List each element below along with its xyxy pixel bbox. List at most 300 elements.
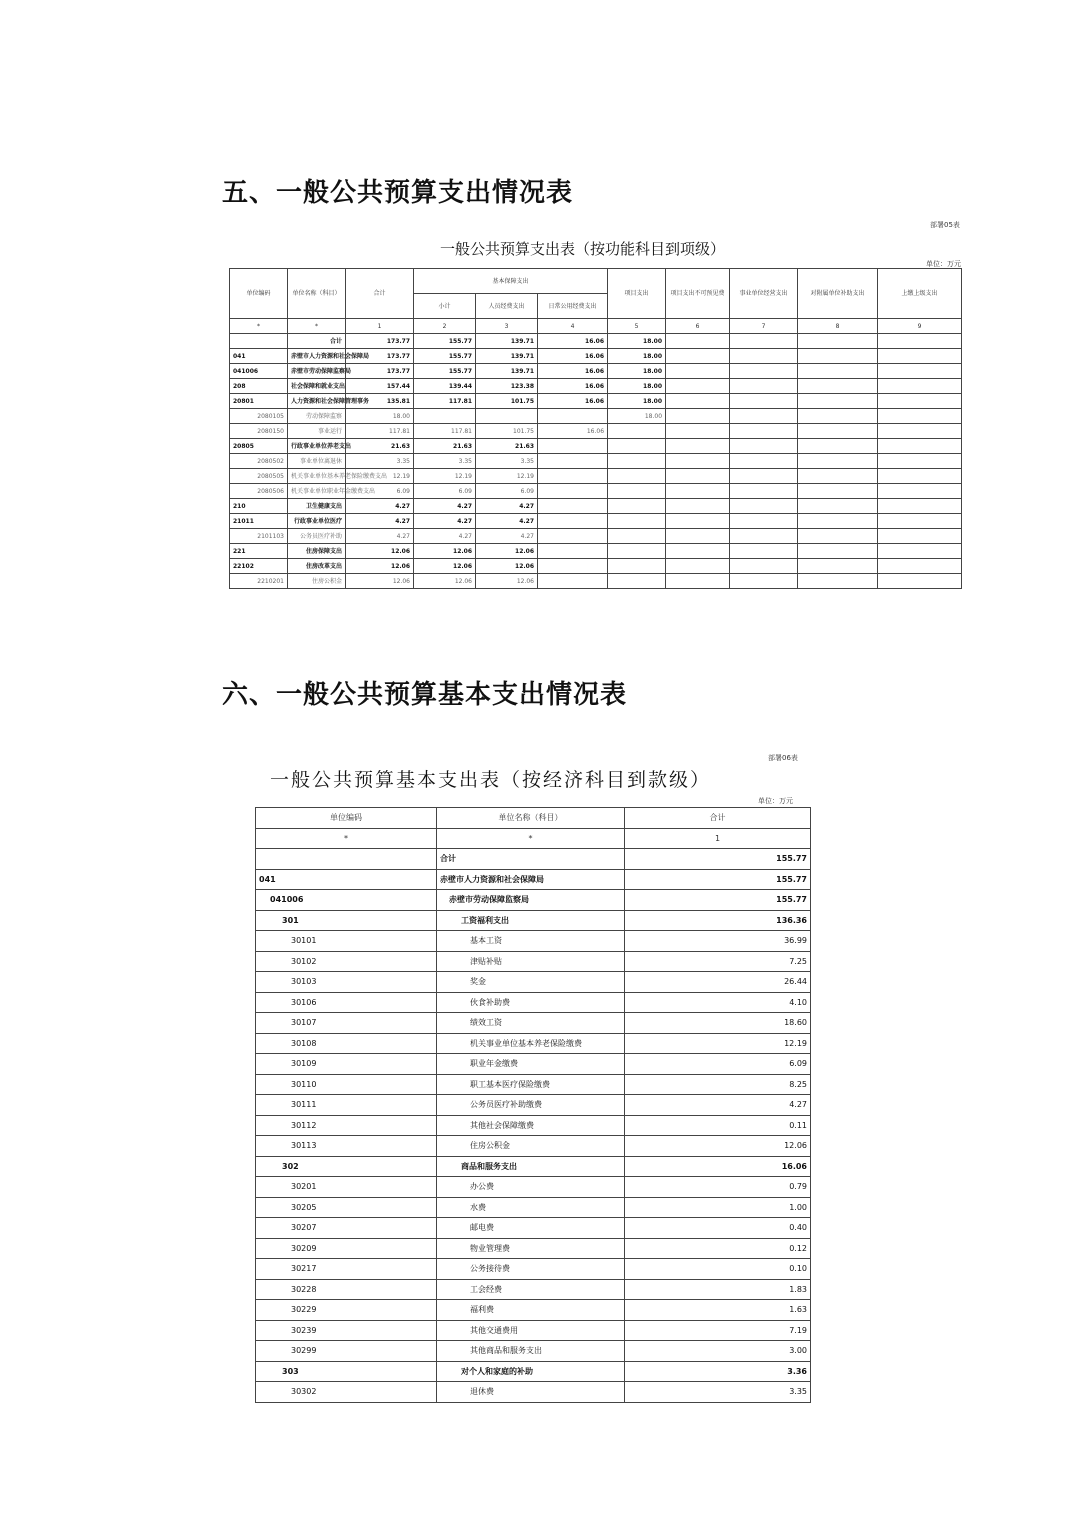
value-cell: 6.09 [414,484,476,499]
code-cell: 30109 [256,1054,437,1075]
table-row [256,1074,811,1095]
value-cell: 1.00 [625,1197,811,1218]
header-public: 日常公用经费支出 [538,294,608,319]
empty-cell [878,499,962,514]
code-cell: 30302 [256,1382,437,1403]
index-cell: 1 [346,319,414,334]
empty-cell [730,364,798,379]
empty-cell [878,334,962,349]
value-cell: 4.27 [346,514,414,529]
name-cell: 社会保障和就业支出 [288,379,346,394]
value-cell: 139.71 [476,334,538,349]
value-cell: 18.00 [608,394,666,409]
name-cell: 住房保障支出 [288,544,346,559]
empty-cell [730,439,798,454]
code-cell: 2080502 [230,454,288,469]
function-expenditure-table [229,268,962,589]
empty-cell [798,469,878,484]
value-cell [538,529,608,544]
name-cell: 公务员医疗补助 [288,529,346,544]
value-cell [608,424,666,439]
value-cell: 155.77 [414,334,476,349]
value-cell: 4.27 [476,529,538,544]
header-enterprise: 事业单位经营支出 [730,269,798,319]
table-row [230,334,962,349]
value-cell: 18.00 [608,334,666,349]
value-cell: 16.06 [625,1156,811,1177]
value-cell [538,559,608,574]
table-row [256,1259,811,1280]
table-row [230,499,962,514]
empty-cell [798,349,878,364]
value-cell: 1.83 [625,1279,811,1300]
code-cell [256,849,437,870]
value-cell: 12.06 [476,574,538,589]
empty-cell [666,394,730,409]
code-cell: 30205 [256,1197,437,1218]
table-row [256,1238,811,1259]
value-cell: 3.35 [625,1382,811,1403]
table-row [256,1115,811,1136]
value-cell: 101.75 [476,394,538,409]
header-superior: 上缴上级支出 [878,269,962,319]
value-cell: 155.77 [625,849,811,870]
empty-cell [878,454,962,469]
code-cell: 30101 [256,931,437,952]
value-cell [538,499,608,514]
value-cell: 12.06 [414,574,476,589]
value-cell [608,529,666,544]
value-cell: 3.35 [346,454,414,469]
table-row [256,1013,811,1034]
empty-cell [730,544,798,559]
empty-cell [878,514,962,529]
value-cell: 157.44 [346,379,414,394]
empty-cell [666,364,730,379]
code-cell: 22102 [230,559,288,574]
empty-cell [666,409,730,424]
code-cell: 221 [230,544,288,559]
empty-cell [798,364,878,379]
value-cell: 18.00 [608,364,666,379]
value-cell: 4.27 [346,529,414,544]
code-cell: 30209 [256,1238,437,1259]
table-row [256,1095,811,1116]
value-cell: 12.19 [414,469,476,484]
code-cell: 30110 [256,1074,437,1095]
header-name: 单位名称（科目） [437,808,625,829]
index-cell: 2 [414,319,476,334]
name-cell: 伙食补助费 [437,992,625,1013]
value-cell: 155.77 [414,349,476,364]
empty-cell [798,334,878,349]
table-row [256,869,811,890]
name-cell: 行政事业单位养老支出 [288,439,346,454]
value-cell: 139.44 [414,379,476,394]
code-cell: 20801 [230,394,288,409]
code-cell: 21011 [230,514,288,529]
empty-cell [878,424,962,439]
value-cell: 0.11 [625,1115,811,1136]
index-cell: 7 [730,319,798,334]
code-cell: 2080506 [230,484,288,499]
value-cell: 4.27 [414,529,476,544]
index-cell: 5 [608,319,666,334]
code-cell: 302 [256,1156,437,1177]
empty-cell [730,394,798,409]
name-cell: 奖金 [437,972,625,993]
value-cell: 12.06 [625,1136,811,1157]
empty-cell [666,454,730,469]
code-cell: 30111 [256,1095,437,1116]
code-cell: 30112 [256,1115,437,1136]
empty-cell [730,349,798,364]
code-cell: 30207 [256,1218,437,1239]
empty-cell [798,544,878,559]
table-row [230,364,962,379]
economic-expenditure-table [255,807,811,1403]
table-row [230,349,962,364]
empty-cell [878,379,962,394]
index-cell: 1 [625,828,811,849]
empty-cell [878,529,962,544]
section6-heading: 六、一般公共预算基本支出情况表 [222,680,628,710]
value-cell: 0.10 [625,1259,811,1280]
table-row [256,931,811,952]
code-cell: 30229 [256,1300,437,1321]
table-row [256,1033,811,1054]
value-cell: 12.19 [476,469,538,484]
value-cell: 155.77 [625,890,811,911]
code-cell: 30108 [256,1033,437,1054]
index-cell: * [437,828,625,849]
section5-table-title: 一般公共预算支出表（按功能科目到项级） [440,240,726,258]
name-cell: 职业年金缴费 [437,1054,625,1075]
section5-form-no: 部署05表 [930,221,960,229]
index-cell: * [288,319,346,334]
table-row [256,1136,811,1157]
table-row [256,972,811,993]
code-cell: 30299 [256,1341,437,1362]
table-row [256,951,811,972]
value-cell: 12.06 [346,559,414,574]
value-cell: 4.27 [476,499,538,514]
empty-cell [878,439,962,454]
name-cell: 职工基本医疗保险缴费 [437,1074,625,1095]
table-row [256,1054,811,1075]
value-cell: 136.36 [625,910,811,931]
value-cell [538,544,608,559]
value-cell: 139.71 [476,364,538,379]
value-cell [538,574,608,589]
value-cell [608,544,666,559]
name-cell: 绩效工资 [437,1013,625,1034]
value-cell [538,439,608,454]
value-cell: 6.09 [625,1054,811,1075]
value-cell [476,409,538,424]
value-cell: 12.06 [476,544,538,559]
table-row [256,1382,811,1403]
name-cell: 工资福利支出 [437,910,625,931]
value-cell: 16.06 [538,334,608,349]
code-cell: 041006 [256,890,437,911]
code-cell: 041 [230,349,288,364]
index-cell: 6 [666,319,730,334]
section5-heading: 五、一般公共预算支出情况表 [222,178,574,208]
name-cell: 其他社会保障缴费 [437,1115,625,1136]
empty-cell [666,439,730,454]
code-cell: 30102 [256,951,437,972]
header-personnel: 人员经费支出 [476,294,538,319]
table-row [230,559,962,574]
name-cell: 事业运行 [288,424,346,439]
code-cell: 041 [256,869,437,890]
value-cell: 12.06 [476,559,538,574]
empty-cell [666,544,730,559]
empty-cell [878,349,962,364]
name-cell: 人力资源和社会保障管理事务 [288,394,346,409]
empty-cell [666,559,730,574]
empty-cell [798,499,878,514]
value-cell [538,514,608,529]
name-cell: 住房公积金 [288,574,346,589]
table-row [230,574,962,589]
empty-cell [798,559,878,574]
header-code: 单位编码 [230,269,288,319]
name-cell: 机关事业单位职业年金缴费支出 [288,484,346,499]
value-cell: 12.06 [414,544,476,559]
header-basic: 基本保障支出 [414,269,608,294]
empty-cell [798,484,878,499]
code-cell: 208 [230,379,288,394]
name-cell: 水费 [437,1197,625,1218]
value-cell [608,574,666,589]
value-cell: 0.79 [625,1177,811,1198]
code-cell: 2080505 [230,469,288,484]
value-cell: 18.60 [625,1013,811,1034]
name-cell: 合计 [437,849,625,870]
index-cell: * [230,319,288,334]
value-cell: 0.40 [625,1218,811,1239]
empty-cell [878,559,962,574]
value-cell: 4.27 [346,499,414,514]
empty-cell [666,424,730,439]
name-cell: 商品和服务支出 [437,1156,625,1177]
empty-cell [798,454,878,469]
value-cell: 117.81 [414,424,476,439]
header-code: 单位编码 [256,808,437,829]
header-name: 单位名称（科目） [288,269,346,319]
header-project: 项目支出 [608,269,666,319]
value-cell: 173.77 [346,334,414,349]
table-row [256,1177,811,1198]
name-cell: 办公费 [437,1177,625,1198]
value-cell: 21.63 [346,439,414,454]
table-row [230,529,962,544]
section6-unit: 单位：万元 [758,797,793,805]
name-cell: 工会经费 [437,1279,625,1300]
name-cell: 赤壁市劳动保障监察局 [288,364,346,379]
table-row [230,394,962,409]
empty-cell [798,394,878,409]
empty-cell [878,469,962,484]
empty-cell [666,484,730,499]
table-row [256,1197,811,1218]
code-cell: 041006 [230,364,288,379]
section6-table-title: 一般公共预算基本支出表（按经济科目到款级） [270,769,712,791]
table-row [256,910,811,931]
empty-cell [730,334,798,349]
empty-cell [798,529,878,544]
name-cell: 卫生健康支出 [288,499,346,514]
table-row [230,469,962,484]
value-cell [608,499,666,514]
empty-cell [730,529,798,544]
value-cell: 117.81 [414,394,476,409]
table-row [230,424,962,439]
name-cell: 劳动保障监察 [288,409,346,424]
value-cell [538,454,608,469]
index-cell: 8 [798,319,878,334]
value-cell: 1.63 [625,1300,811,1321]
code-cell: 2080150 [230,424,288,439]
value-cell: 21.63 [476,439,538,454]
empty-cell [666,499,730,514]
code-cell: 20805 [230,439,288,454]
value-cell: 135.81 [346,394,414,409]
value-cell [608,559,666,574]
value-cell: 3.35 [414,454,476,469]
value-cell: 18.00 [608,409,666,424]
table-row [256,890,811,911]
name-cell: 其他交通费用 [437,1320,625,1341]
empty-cell [730,484,798,499]
empty-cell [730,469,798,484]
header-total: 合计 [346,269,414,319]
table-row [256,1279,811,1300]
code-cell [230,334,288,349]
value-cell: 139.71 [476,349,538,364]
table-row [230,484,962,499]
value-cell: 101.75 [476,424,538,439]
empty-cell [878,544,962,559]
value-cell: 26.44 [625,972,811,993]
empty-cell [666,514,730,529]
name-cell: 住房改革支出 [288,559,346,574]
empty-cell [878,409,962,424]
index-cell: 3 [476,319,538,334]
value-cell: 21.63 [414,439,476,454]
section5-unit: 单位：万元 [926,260,961,268]
value-cell: 12.19 [625,1033,811,1054]
code-cell: 30239 [256,1320,437,1341]
header-total: 合计 [625,808,811,829]
table-row [256,992,811,1013]
value-cell [538,469,608,484]
code-cell: 30217 [256,1259,437,1280]
value-cell: 7.19 [625,1320,811,1341]
value-cell: 173.77 [346,349,414,364]
name-cell: 物业管理费 [437,1238,625,1259]
empty-cell [730,454,798,469]
table-row [256,849,811,870]
empty-cell [878,364,962,379]
value-cell: 4.27 [625,1095,811,1116]
code-cell: 30201 [256,1177,437,1198]
value-cell: 12.06 [346,544,414,559]
name-cell: 津贴补贴 [437,951,625,972]
table-row [230,514,962,529]
value-cell: 16.06 [538,379,608,394]
name-cell: 合计 [288,334,346,349]
empty-cell [878,574,962,589]
value-cell [538,409,608,424]
name-cell: 退休费 [437,1382,625,1403]
code-cell: 2101103 [230,529,288,544]
empty-cell [798,379,878,394]
value-cell: 12.06 [346,574,414,589]
value-cell: 4.27 [414,499,476,514]
index-cell: 9 [878,319,962,334]
empty-cell [798,424,878,439]
table-row [230,544,962,559]
empty-cell [730,424,798,439]
section6-form-no: 部署06表 [768,754,798,762]
name-cell: 邮电费 [437,1218,625,1239]
value-cell: 18.00 [346,409,414,424]
value-cell: 7.25 [625,951,811,972]
table-row [256,1341,811,1362]
empty-cell [730,379,798,394]
value-cell [608,439,666,454]
value-cell [608,469,666,484]
value-cell: 155.77 [414,364,476,379]
name-cell: 机关事业单位基本养老保险缴费 [437,1033,625,1054]
empty-cell [666,574,730,589]
value-cell: 18.00 [608,349,666,364]
value-cell: 4.10 [625,992,811,1013]
value-cell: 3.35 [476,454,538,469]
empty-cell [878,484,962,499]
code-cell: 30106 [256,992,437,1013]
code-cell: 30228 [256,1279,437,1300]
value-cell: 16.06 [538,394,608,409]
empty-cell [798,409,878,424]
code-cell: 2080105 [230,409,288,424]
code-cell: 30113 [256,1136,437,1157]
table-row [256,1218,811,1239]
value-cell: 16.06 [538,364,608,379]
value-cell: 155.77 [625,869,811,890]
empty-cell [666,334,730,349]
empty-cell [798,514,878,529]
header-subsidy: 对附属单位补助支出 [798,269,878,319]
code-cell: 303 [256,1361,437,1382]
empty-cell [666,349,730,364]
value-cell: 18.00 [608,379,666,394]
value-cell: 16.06 [538,424,608,439]
value-cell: 6.09 [346,484,414,499]
name-cell: 公务接待费 [437,1259,625,1280]
table-row [256,1320,811,1341]
empty-cell [730,559,798,574]
empty-cell [878,394,962,409]
value-cell: 3.36 [625,1361,811,1382]
code-cell: 2210201 [230,574,288,589]
name-cell: 住房公积金 [437,1136,625,1157]
value-cell: 0.12 [625,1238,811,1259]
value-cell: 173.77 [346,364,414,379]
